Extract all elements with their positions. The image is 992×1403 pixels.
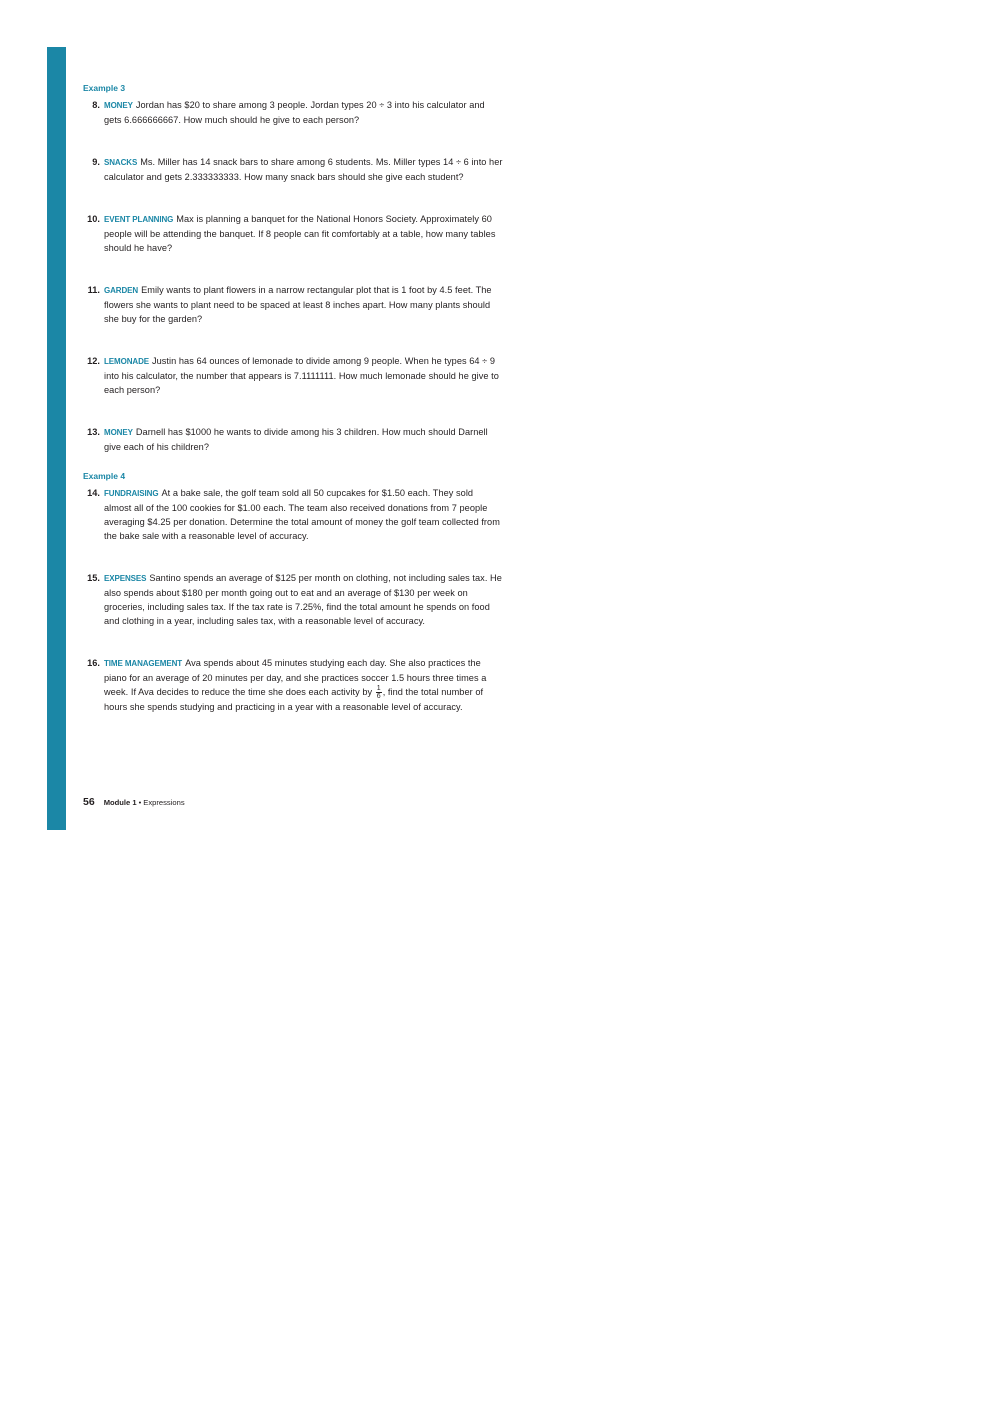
problem-text: At a bake sale, the golf team sold all 50 cupcakes for $1.50 each. They sold almost all of the 100 cookies for $1.00 each. The team also received donations from 7 people averaging $4.25 per donation. Determine the total amount of money the golf team collected from the bake sale with a reasonable level of accuracy. — [104, 488, 500, 541]
page-footer — [83, 796, 185, 808]
problem-number: 8. — [92, 100, 100, 110]
problem-10 — [83, 212, 503, 255]
fraction-numerator: 1 — [376, 685, 381, 693]
problem-text: Jordan has $20 to share among 3 people. Jordan types 20 ÷ 3 into his calculator and gets 6.666666667. How much should he give to each person? — [104, 100, 485, 125]
problem-15 — [83, 571, 503, 628]
problem-number: 15. — [87, 573, 100, 583]
footer-bullet: • — [138, 798, 142, 807]
problem-topic: TIME MANAGEMENT — [104, 659, 183, 668]
example-4-heading: Example 4 — [83, 471, 126, 481]
problem-11 — [83, 283, 503, 326]
problem-16 — [83, 656, 503, 714]
problem-13 — [83, 425, 503, 454]
problem-topic: LEMONADE — [104, 357, 149, 366]
problem-number: 16. — [87, 658, 100, 668]
problem-14 — [83, 486, 503, 543]
exercise-list — [83, 82, 503, 714]
problem-topic: MONEY — [104, 101, 133, 110]
problem-text: Max is planning a banquet for the National Honors Society. Approximately 60 people will be attending the banquet. If 8 people can fit comfortably at a table, how many tables should he have? — [104, 214, 496, 253]
problem-topic: EXPENSES — [104, 574, 147, 583]
problem-number: 12. — [87, 356, 100, 366]
problem-topic: FUNDRAISING — [104, 489, 159, 498]
problem-text-continued: , find the total number of hours she spends studying and practicing in a year with a reasonable level of accuracy. — [104, 687, 484, 713]
problem-topic: SNACKS — [104, 158, 138, 167]
problem-number: 9. — [92, 157, 100, 167]
problem-topic: GARDEN — [104, 286, 139, 295]
module-title: Expressions — [143, 798, 185, 807]
problem-text: Ava spends about 45 minutes studying each day. She also practices the piano for an average of 20 minutes per day, and she practices soccer 1.5 hours three times a week. If Ava decides to reduce the time she does each activity by — [104, 658, 487, 697]
problem-text: Justin has 64 ounces of lemonade to divide among 9 people. When he types 64 ÷ 9 into his calculator, the number that appears is 7.1111111. How much lemonade should he give to each person? — [104, 356, 499, 395]
fraction-denominator: 6 — [376, 693, 381, 701]
accent-side-bar — [47, 47, 66, 830]
problem-number: 14. — [87, 488, 100, 498]
problem-9 — [83, 155, 503, 184]
module-label: Module 1 — [103, 798, 137, 807]
page-number: 56 — [83, 796, 95, 808]
problem-text: Darnell has $1000 he wants to divide among his 3 children. How much should Darnell give each of his children? — [104, 427, 488, 452]
problem-text: Santino spends an average of $125 per month on clothing, not including sales tax. He also spends about $180 per month going out to eat and an average of $130 per week on groceries, including sales tax. If the tax rate is 7.25%, find the total amount he spends on food and clothing in a year, including sales tax, with a reasonable level of accuracy. — [104, 573, 502, 626]
problem-topic: MONEY — [104, 428, 133, 437]
problem-12 — [83, 354, 503, 397]
problem-topic: EVENT PLANNING — [104, 215, 174, 224]
example-3-heading: Example 3 — [83, 83, 126, 93]
problem-text: Emily wants to plant flowers in a narrow rectangular plot that is 1 foot by 4.5 feet. The flowers she wants to plant need to be spaced at least 8 inches apart. How many plants should she buy for the garden? — [104, 285, 492, 324]
problem-number: 10. — [87, 214, 100, 224]
problem-text: Ms. Miller has 14 snack bars to share among 6 students. Ms. Miller types 14 ÷ 6 into her calculator and gets 2.333333333. How many snack bars should she give each student? — [104, 157, 503, 182]
problem-number: 11. — [87, 285, 100, 295]
fraction — [376, 685, 382, 700]
problem-number: 13. — [87, 427, 100, 437]
problem-8 — [83, 98, 503, 127]
